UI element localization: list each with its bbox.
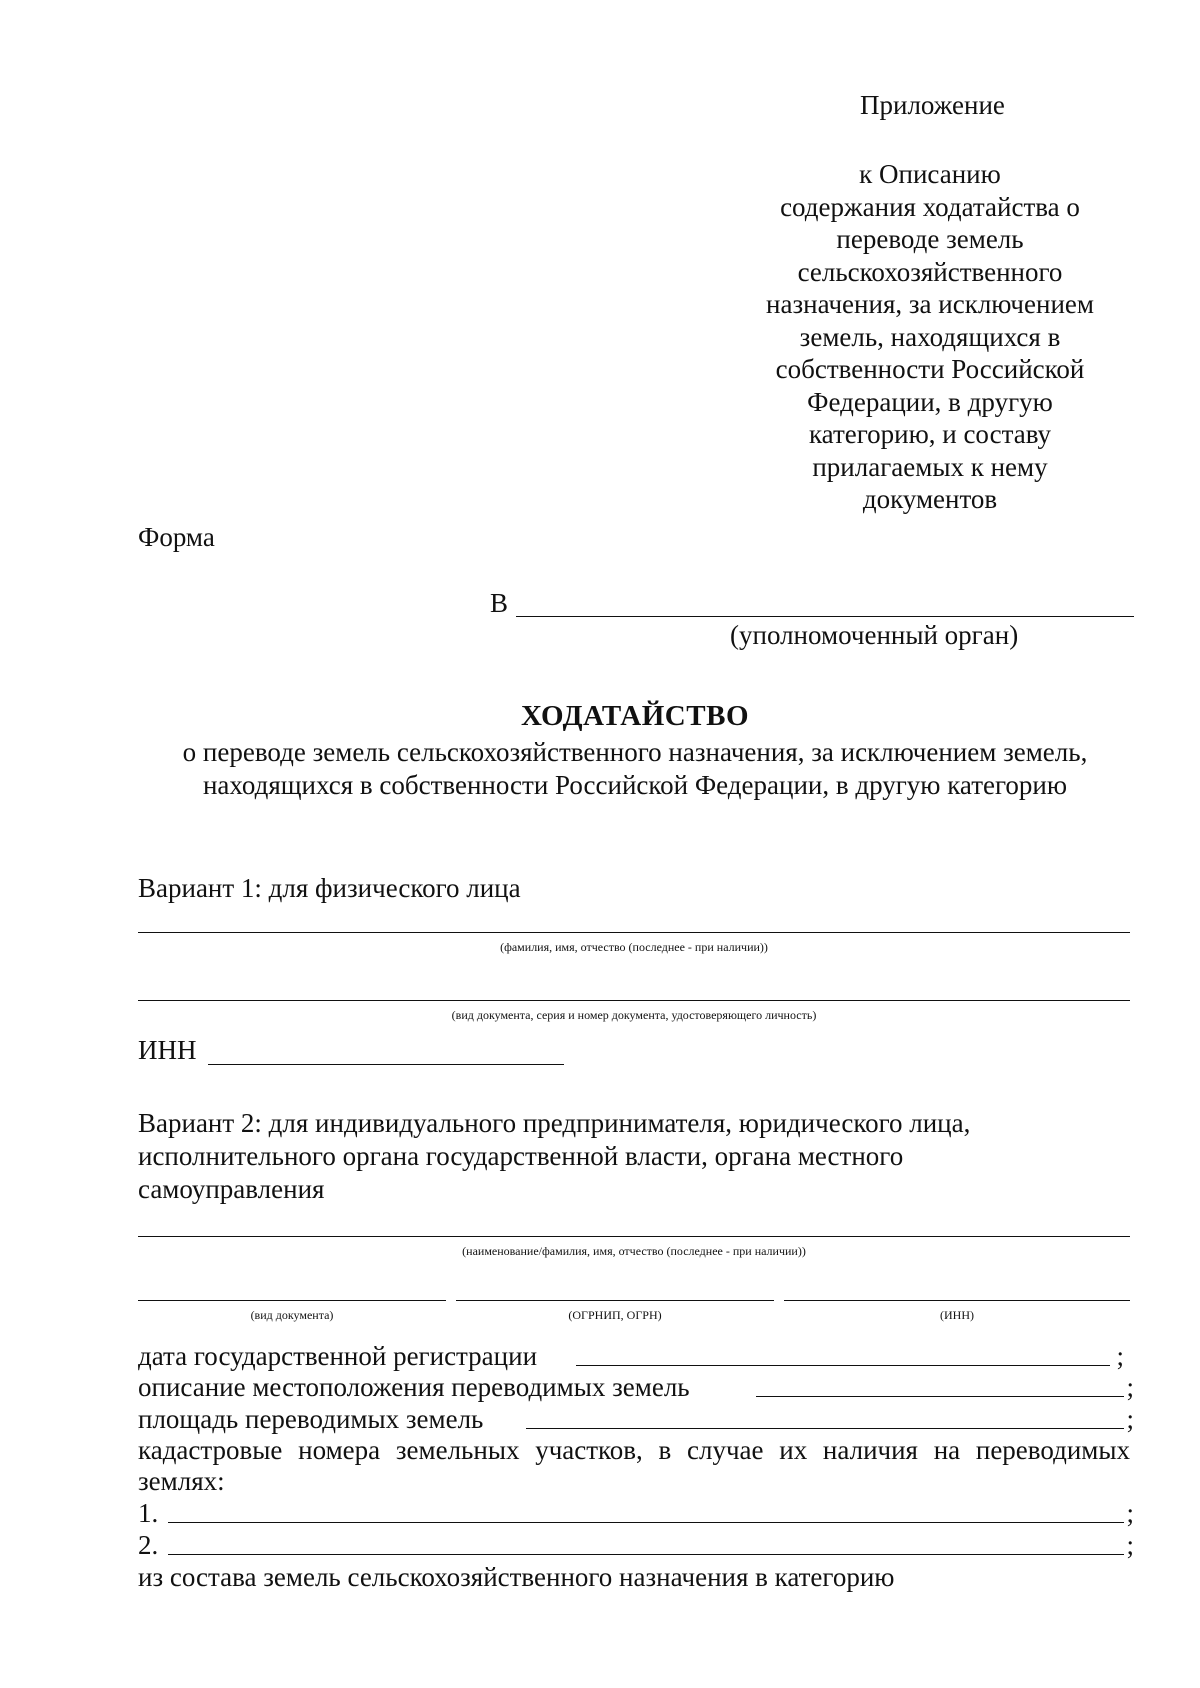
inn-label: ИНН [138, 1035, 197, 1065]
appendix-description [720, 158, 1140, 516]
appendix-description-line: прилагаемых к нему [812, 451, 1048, 482]
variant1-id-doc-line[interactable] [138, 1000, 1130, 1001]
addressee-prefix: В [490, 588, 509, 618]
variant2-heading-line: исполнительного органа государственной власти, органа местного [138, 1141, 904, 1171]
variant1-name-caption: (фамилия, имя, отчество (последнее - при наличии)) [500, 940, 768, 954]
cadastral-item-2-row [138, 1530, 1134, 1563]
variant2-inn-line[interactable] [784, 1300, 1130, 1301]
variant2-heading-line: самоуправления [138, 1174, 325, 1204]
appendix-description-line: Федерации, в другую [807, 386, 1053, 417]
variant2-ogrn-caption: (ОГРНИП, ОГРН) [568, 1308, 662, 1322]
cadastral-item-1-semicolon: ; [1126, 1498, 1134, 1528]
area-label: площадь переводимых земель [138, 1404, 484, 1434]
variant2-doc-type-line[interactable] [138, 1300, 446, 1301]
cadastral-item-1-row [138, 1498, 1134, 1531]
cadastral-item-1-label: 1. [138, 1498, 159, 1528]
variant1-id-doc-caption: (вид документа, серия и номер документа, удостоверяющего личность) [451, 1008, 817, 1022]
location-semicolon: ; [1126, 1372, 1134, 1402]
addressee-row [490, 588, 1134, 624]
location-blank-line[interactable] [756, 1396, 1124, 1397]
subtitle-line: находящихся в собственности Российской Федерации, в другую категорию [202, 770, 1068, 800]
appendix-description-line: сельскохозяйственного [797, 256, 1063, 287]
variant2-name-line[interactable] [138, 1236, 1130, 1237]
variant1-heading-text: Вариант 1: для физического лица [138, 873, 521, 903]
location-label: описание местоположения переводимых земель [138, 1372, 690, 1402]
appendix-title: Приложение [860, 90, 1005, 120]
appendix-description-line: переводе земель [836, 224, 1024, 254]
document-title: ХОДАТАЙСТВО [520, 700, 749, 732]
reg-date-label: дата государственной регистрации [138, 1341, 538, 1371]
location-row [138, 1372, 1134, 1405]
reg-date-row [138, 1341, 1130, 1374]
variant2-doc-type-caption: (вид документа) [250, 1308, 334, 1322]
area-semicolon: ; [1126, 1404, 1134, 1434]
variant2-ogrn-line[interactable] [456, 1300, 774, 1301]
inn-blank-line[interactable] [208, 1064, 564, 1065]
addressee-blank-line[interactable] [516, 616, 1134, 617]
variant2-heading [138, 1107, 970, 1206]
cadastral-item-1-blank-line[interactable] [168, 1522, 1124, 1523]
appendix-description-line: документов [862, 484, 998, 514]
cadastral-label: кадастровые номера земельных участков, в случае их наличия на переводимых землях: [138, 1435, 1130, 1496]
variant1-name-line[interactable] [138, 932, 1130, 933]
subtitle-line: о переводе земель сельскохозяйственного назначения, за исключением земель, [182, 737, 1088, 767]
appendix-description-line: к Описанию [859, 159, 1001, 189]
variant1-heading [138, 872, 521, 905]
category-text: из состава земель сельскохозяйственного назначения в категорию [138, 1562, 895, 1592]
cadastral-item-2-blank-line[interactable] [168, 1554, 1124, 1555]
addressee-caption: (уполномоченный орган) [730, 620, 1019, 650]
reg-date-blank-line[interactable] [576, 1365, 1110, 1366]
variant2-name-caption: (наименование/фамилия, имя, отчество (последнее - при наличии)) [462, 1244, 806, 1258]
reg-date-semicolon: ; [1116, 1341, 1124, 1371]
appendix-description-line: собственности Российской [775, 354, 1085, 384]
appendix-description-line: земель, находящихся в [799, 321, 1061, 352]
variant2-inn-caption: (ИНН) [940, 1308, 974, 1322]
area-row [138, 1404, 1134, 1437]
appendix-description-line: содержания ходатайства о [780, 191, 1080, 222]
appendix-description-line: категорию, и составу [808, 419, 1052, 449]
area-blank-line[interactable] [526, 1428, 1124, 1429]
appendix-description-line: назначения, за исключением [766, 289, 1094, 319]
variant2-heading-line: Вариант 2: для индивидуального предпринимателя, юридического лица, [138, 1108, 971, 1138]
form-label: Форма [138, 522, 215, 552]
cadastral-item-2-semicolon: ; [1126, 1530, 1134, 1560]
cadastral-item-2-label: 2. [138, 1530, 159, 1560]
document-subtitle [0, 736, 1200, 802]
